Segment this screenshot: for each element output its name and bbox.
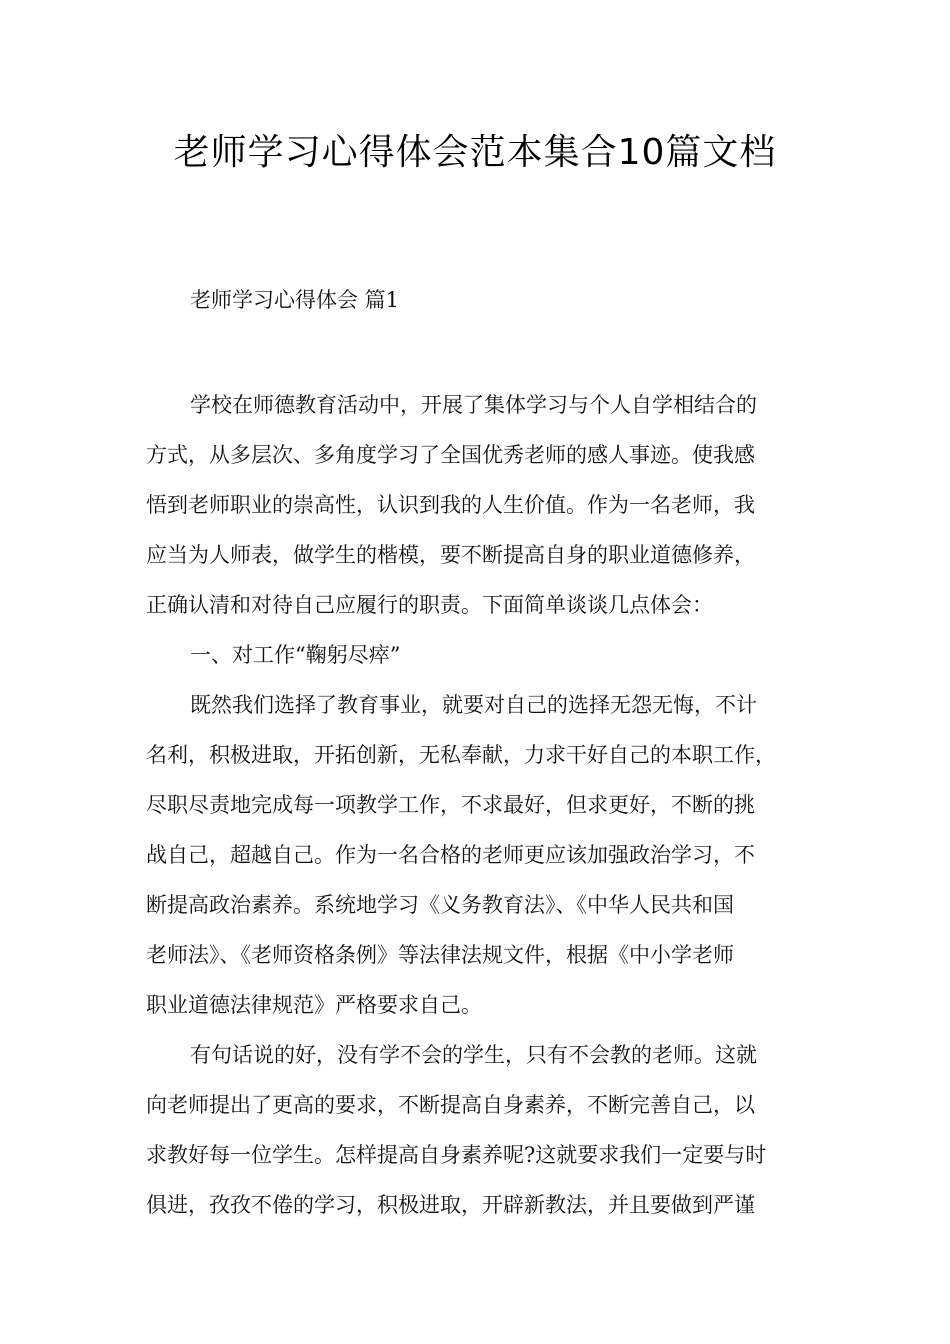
document-body: [146, 380, 816, 1230]
body-line: 方式，从多层次、多角度学习了全国优秀老师的感人事迹。使我感: [146, 443, 755, 467]
body-line: 断提高政治素养。系统地学习《义务教育法》、《中华人民共和国: [146, 893, 734, 917]
body-line: 悟到老师职业的崇高性，认识到我的人生价值。作为一名老师，我: [146, 493, 755, 517]
body-line: 既然我们选择了教育事业，就要对自己的选择无怨无悔，不计: [190, 693, 757, 717]
body-line: 战自己，超越自己。作为一名合格的老师更应该加强政治学习，不: [146, 843, 755, 867]
body-line: 俱进，孜孜不倦的学习，积极进取，开辟新教法，并且要做到严谨: [146, 1193, 755, 1217]
body-line: 职业道德法律规范》严格要求自己。: [146, 993, 482, 1017]
body-line: 学校在师德教育活动中，开展了集体学习与个人自学相结合的: [190, 393, 757, 417]
body-line: 求教好每一位学生。怎样提高自身素养呢?这就要求我们一定要与时: [146, 1143, 767, 1167]
body-line: 老师法》、《老师资格条例》等法律法规文件，根据《中小学老师: [146, 943, 734, 967]
subheading-line: 一、对工作“鞠躬尽瘁”: [190, 643, 401, 667]
body-line: 应当为人师表，做学生的楷模，要不断提高自身的职业道德修养，: [146, 543, 755, 567]
body-line: 名利，积极进取，开拓创新，无私奉献，力求干好自己的本职工作，: [146, 743, 776, 767]
body-line: 向老师提出了更高的要求，不断提高自身素养，不断完善自己，以: [146, 1093, 755, 1117]
body-line: 有句话说的好，没有学不会的学生，只有不会教的老师。这就: [190, 1043, 757, 1067]
body-line: 尽职尽责地完成每一项教学工作，不求最好，但求更好，不断的挑: [146, 793, 755, 817]
document-title: 老师学习心得体会范本集合10篇文档: [173, 132, 777, 173]
section-heading: 老师学习心得体会 篇1: [190, 288, 400, 312]
body-line: 正确认清和对待自己应履行的职责。下面简单谈谈几点体会：: [146, 593, 713, 617]
